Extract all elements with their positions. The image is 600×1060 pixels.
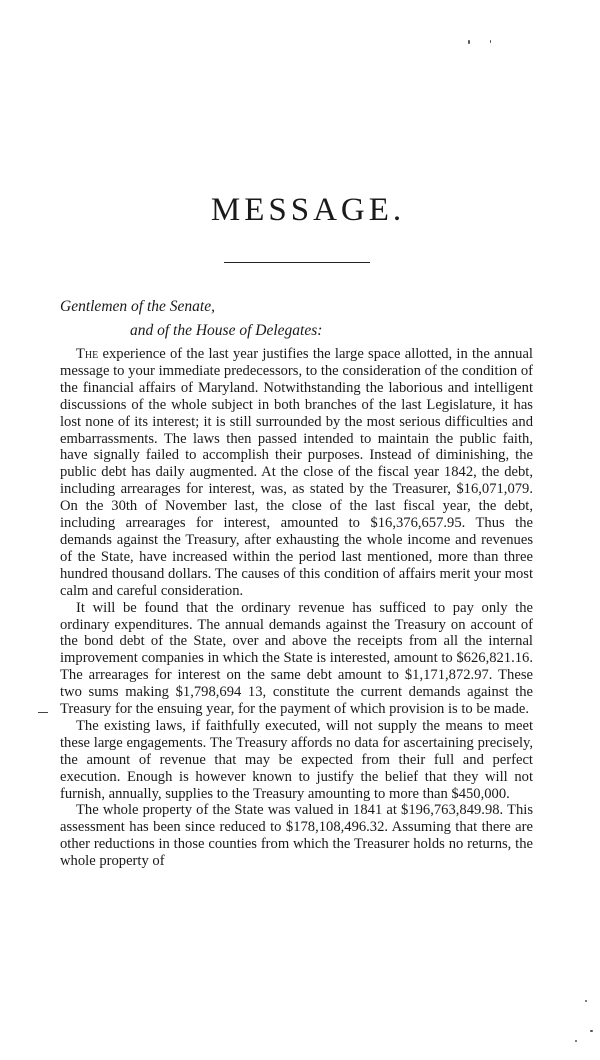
paragraph <box>60 346 533 600</box>
salutation-line-1: Gentlemen of the Senate, <box>60 298 215 315</box>
paragraph <box>60 802 533 870</box>
paper-speck <box>468 40 470 44</box>
paragraph-text: It will be found that the ordinary revenue has sufficed to pay only the ordinary expenditures. The annual demands against the Treasury on account of the bond debt of the State, over and above the receipts from all the internal improvement companies in which the State is interested, amount to $626,821.16. The arrearages for interest on the same debt amount to $1,171,872.97. These two sums making $1,798,694 13, constitute the current demands against the Treasury for the ensuing year, for the payment of which provision is to be made. <box>60 599 533 718</box>
paragraph-lead: The <box>76 346 99 362</box>
paragraph <box>60 718 533 803</box>
paragraph-text: The whole property of the State was valued in 1841 at $196,763,849.98. This assessment has been since reduced to $178,108,496.32. Assuming that there are other reductions in those counties from which the Treasurer holds no returns, the whole property of <box>60 802 533 870</box>
paper-speck <box>575 1040 577 1042</box>
paper-speck <box>590 1030 593 1032</box>
paper-speck <box>585 1000 587 1002</box>
title-divider <box>224 262 370 263</box>
salutation-line-2: and of the House of Delegates: <box>130 322 323 339</box>
paragraph-text: The existing laws, if faithfully executed, will not supply the means to meet these large engagements. The Treasury affords no data for ascertaining precisely, the amount of revenue that may be expected from their full and perfect execution. Enough is however known to justify the belief that they will not furnish, annually, supplies to the Treasury amounting to more than $450,000. <box>60 717 533 802</box>
message-body <box>60 346 533 870</box>
paragraph-text: experience of the last year justifies the large space allotted, in the annual message to your immediate predecessors, to the consideration of the condition of the financial affairs of Maryland. Notwithstanding the laborious and intelligent discussions of the whole subject in both branches of the last Legislature, it has lost none of its interest; it is still surrounded by the most serious difficulties and embarrassments. The laws then passed intended to maintain the public faith, have signally failed to accomplish their purposes. Instead of diminishing, the public debt has daily augmented. At the close of the fiscal year 1842, the debt, including arrearages for interest, was, as stated by the Treasurer, $16,071,079. On the 30th of November last, the close of the last fiscal year, the debt, including arrearages for interest, amounted to $16,376,657.95. Thus the demands against the Treasury, after exhausting the whole income and revenues of the State, have increased within the period last mentioned, more than three hundred thousand dollars. The causes of this condition of affairs merit your most calm and careful consideration. <box>60 346 533 599</box>
paragraph <box>60 600 533 718</box>
margin-mark <box>38 712 48 713</box>
page-title: MESSAGE. <box>210 192 406 228</box>
paper-speck <box>490 40 491 43</box>
